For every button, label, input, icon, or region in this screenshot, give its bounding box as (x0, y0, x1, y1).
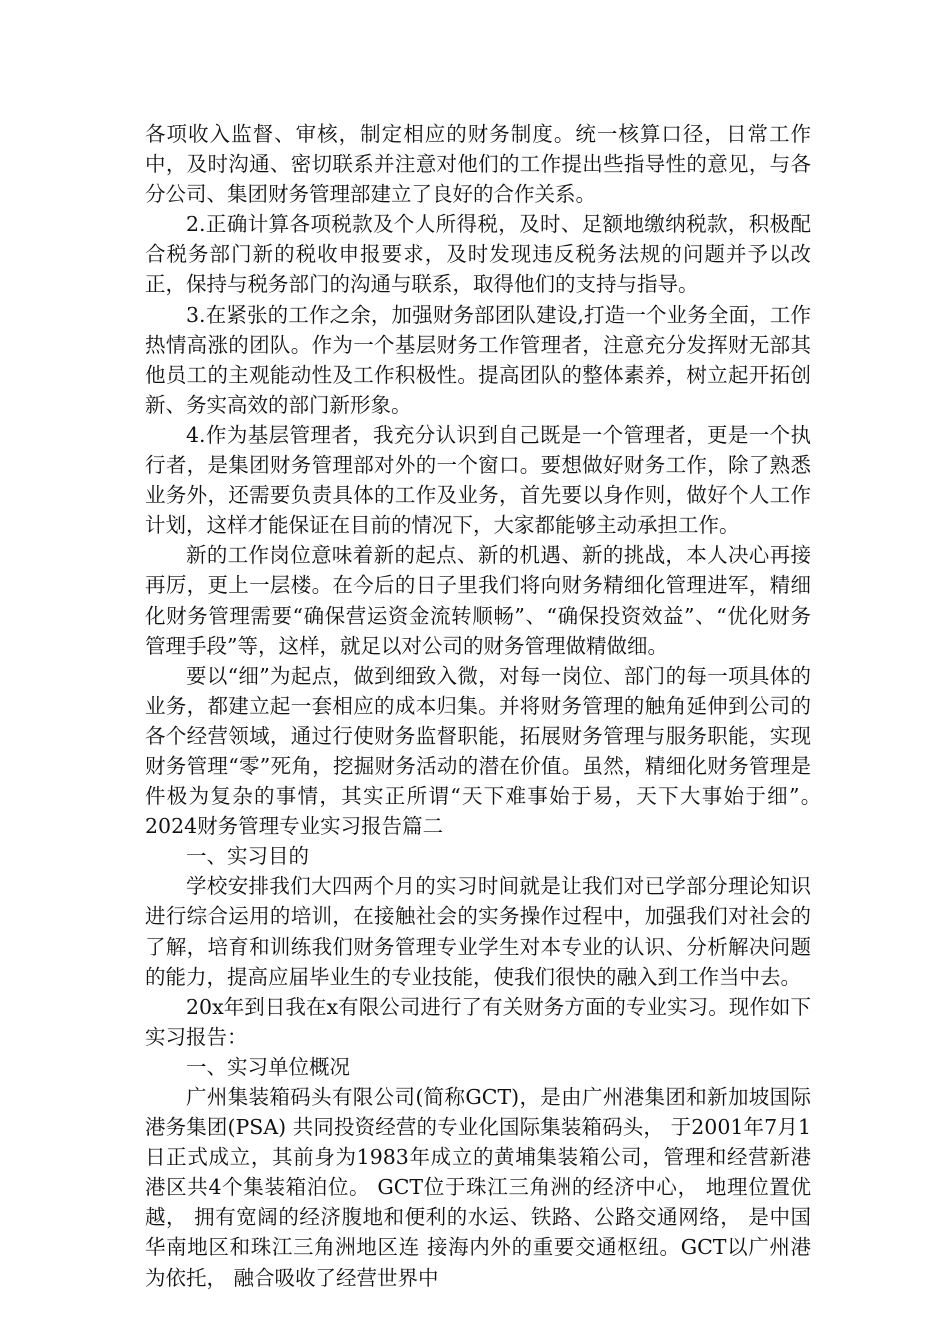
section-heading-company-overview: 一、实习单位概况 (186, 1054, 350, 1079)
paragraph-item-4-manager: 4.作为基层管理者，我充分认识到自己既是一个管理者，更是一个执行者，是集团财务管理部对外的一个窗口。要想做好财务工作，除了熟悉业务外，还需要负责具体的工作及业务，首先要以身作则，做好个人工作计划，这样才能保证在目前的情况下，大家都能够主动承担工作。 (145, 422, 811, 538)
paragraph-continued-income-supervision: 各项收入监督、审核，制定相应的财务制度。统一核算口径，日常工作中，及时沟通、密切联系并注意对他们的工作提出些指导性的意见，与各分公司、集团财务管理部建立了良好的合作关系。 (145, 122, 811, 207)
section-heading-internship-purpose: 一、实习目的 (186, 844, 309, 869)
paragraph-fine-management: 要以“细”为起点，做到细致入微，对每一岗位、部门的每一项具体的业务，都建立起一套相应的成本归集。并将财务管理的触角延伸到公司的各个经营领域，通过行使财务监督职能，拓展财务管理与服务职能，实现财务管理“零”死角，挖掘财务活动的潜在价值。虽然，精细化财务管理是件极为复杂的事情，其实正所谓“天下难事始于易，天下大事始于细”。 2024财务管理专业实习报告篇二 (145, 663, 852, 839)
document-body (145, 119, 852, 1293)
paragraph-company-overview: 广州集装箱码头有限公司(简称GCT)，是由广州港集团和新加坡国际港务集团(PSA) 共同投资经营的专业化国际集装箱码头， 于2001年7月1日正式成立，其前身为1983年成立的黄埔集装箱公司，管理和经营新港港区共4个集装箱泊位。 GCT位于珠江三角洲的经济中心， 地理位置优越， 拥有宽阔的经济腹地和便利的水运、铁路、公路交通网络， 是中国华南地区和珠江三角洲地区连 接海内外的重要交通枢纽。GCT以广州港为依托， 融合吸收了经营世界中 (145, 1085, 811, 1290)
paragraph-internship-purpose: 学校安排我们大四两个月的实习时间就是让我们对已学部分理论知识进行综合运用的培训，在接触社会的实务操作过程中，加强我们对社会的了解，培育和训练我们财务管理专业学生对本专业的认识、分析解决问题的能力，提高应届毕业生的专业技能，使我们很快的融入到工作当中去。 (145, 874, 811, 989)
paragraph-new-position: 新的工作岗位意味着新的起点、新的机遇、新的挑战，本人决心再接再厉，更上一层楼。在今后的日子里我们将向财务精细化管理进军，精细化财务管理需要“确保营运资金流转顺畅”、“确保投资效益”、“优化财务管理手段”等，这样，就足以对公司的财务管理做精做细。 (145, 543, 811, 658)
paragraph-item-2-tax: 2.正确计算各项税款及个人所得税，及时、足额地缴纳税款，积极配合税务部门新的税收申报要求，及时发现违反税务法规的问题并予以改正，保持与税务部门的沟通与联系，取得他们的支持与指导。 (145, 212, 811, 297)
paragraph-internship-intro: 20x年到日我在x有限公司进行了有关财务方面的专业实习。现作如下实习报告： (145, 994, 811, 1049)
paragraph-item-3-team: 3.在紧张的工作之余，加强财务部团队建设,打造一个业务全面，工作热情高涨的团队。作为一个基层财务工作管理者，注意充分发挥财无部其他员工的主观能动性及工作积极性。提高团队的整体素养，树立起开拓创新、务实高效的部门新形象。 (145, 302, 811, 417)
